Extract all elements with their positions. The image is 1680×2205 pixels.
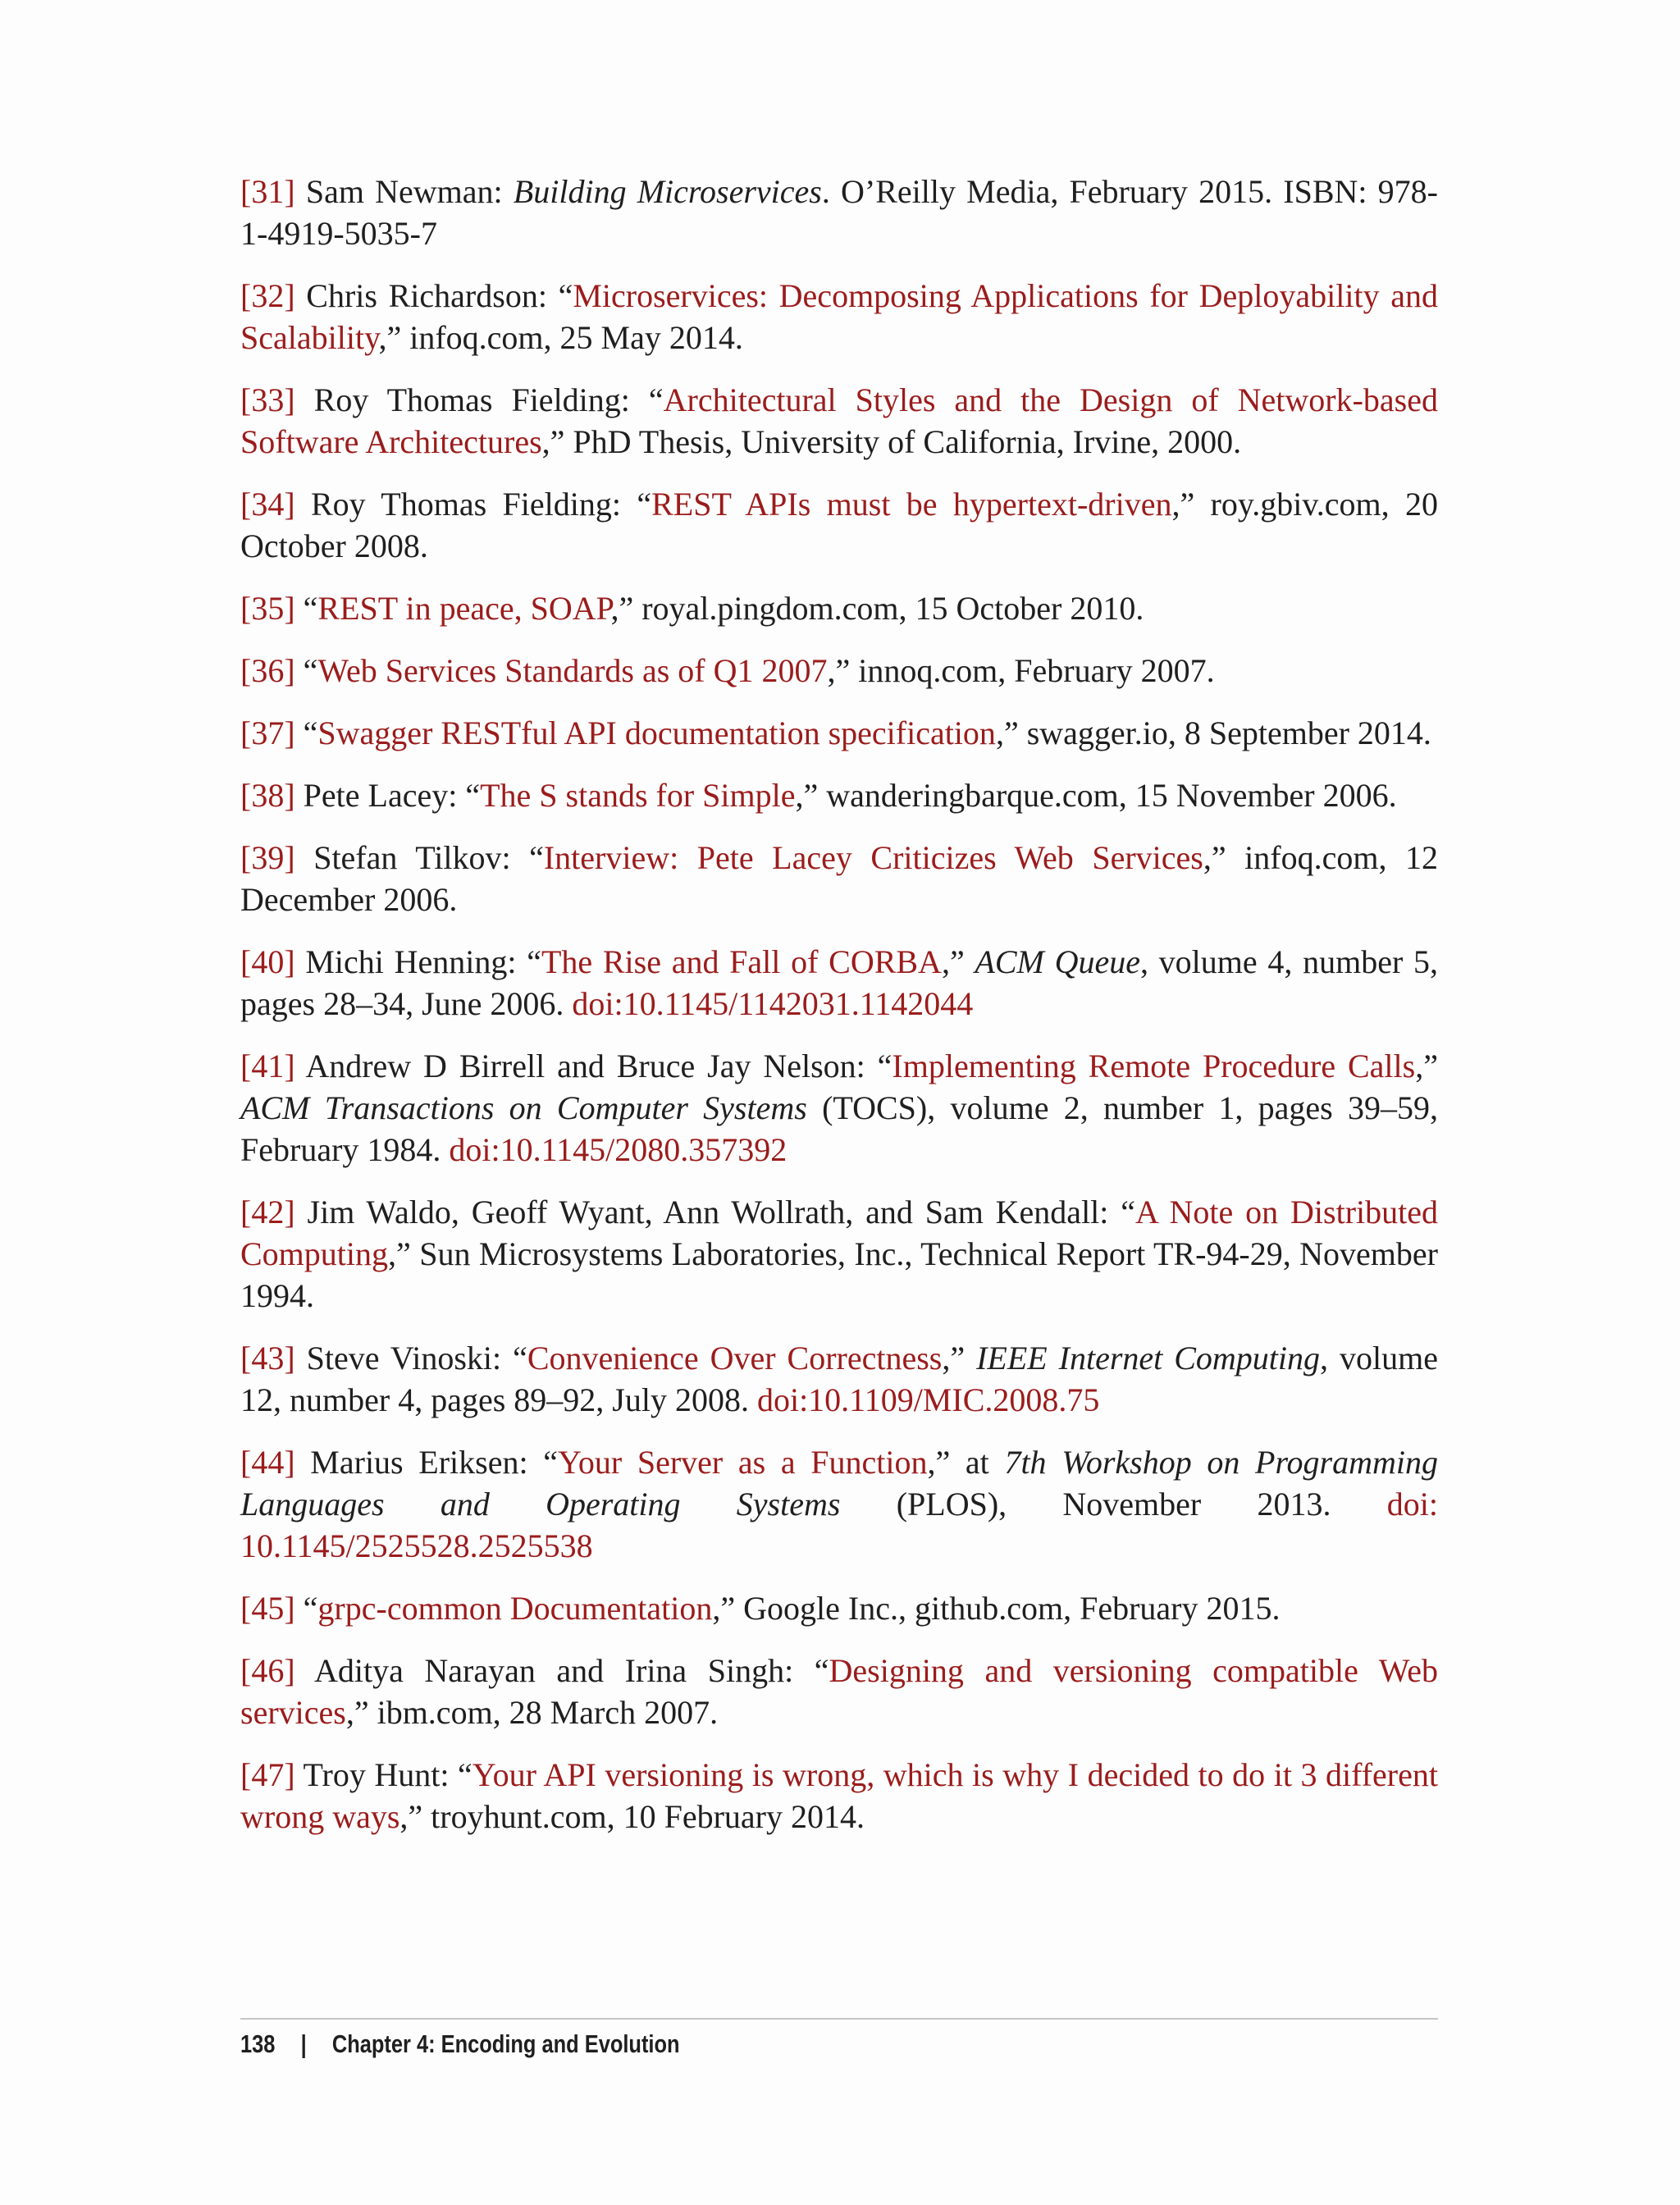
reference-link[interactable]: The Rise and Fall of CORBA bbox=[541, 943, 942, 980]
reference-text: Troy Hunt: “ bbox=[294, 1756, 472, 1793]
reference-number[interactable]: [38] bbox=[240, 777, 295, 814]
reference-number[interactable]: [44] bbox=[240, 1444, 295, 1481]
reference-item bbox=[240, 1191, 1438, 1317]
reference-number-value: 41 bbox=[251, 1048, 285, 1084]
reference-link[interactable]: Your Server as a Function bbox=[557, 1444, 928, 1481]
reference-link[interactable]: Your API versioning is wrong, which is why I decided to do it 3 different wrong ways bbox=[240, 1756, 1438, 1835]
reference-number[interactable]: [32] bbox=[240, 277, 295, 314]
reference-text: ,” wanderingbarque.com, 15 November 2006. bbox=[795, 777, 1397, 814]
reference-text: Steve Vinoski: “ bbox=[294, 1340, 527, 1376]
reference-number[interactable]: [36] bbox=[240, 652, 295, 689]
reference-text: ,” infoq.com, 12 December 2006. bbox=[240, 839, 1438, 918]
reference-text: “ bbox=[294, 590, 318, 627]
reference-item bbox=[240, 1337, 1438, 1421]
reference-link[interactable]: The S stands for Simple bbox=[480, 777, 796, 814]
reference-number-value: 45 bbox=[251, 1590, 285, 1627]
reference-item bbox=[240, 712, 1438, 754]
reference-number-value: 40 bbox=[251, 943, 285, 980]
reference-item bbox=[240, 650, 1438, 692]
reference-number[interactable]: [40] bbox=[240, 943, 295, 980]
reference-number-value: 35 bbox=[251, 590, 285, 627]
reference-text: Aditya Narayan and Irina Singh: “ bbox=[294, 1652, 829, 1689]
reference-number-value: 43 bbox=[251, 1340, 285, 1376]
reference-number-value: 31 bbox=[251, 173, 285, 210]
reference-number[interactable]: [41] bbox=[240, 1048, 295, 1084]
reference-number[interactable]: [33] bbox=[240, 381, 295, 418]
reference-link[interactable]: Convenience Over Correctness bbox=[527, 1340, 943, 1376]
reference-item bbox=[240, 483, 1438, 567]
reference-text: Pete Lacey: “ bbox=[294, 777, 481, 814]
chapter-title: Chapter 4: Encoding and Evolution bbox=[331, 2029, 680, 2058]
reference-link[interactable]: REST APIs must be hypertext-driven bbox=[651, 486, 1172, 523]
reference-item bbox=[240, 379, 1438, 463]
reference-text: ,” at bbox=[927, 1444, 1005, 1481]
page-number: 138 bbox=[240, 2029, 276, 2058]
reference-item bbox=[240, 1587, 1438, 1629]
reference-link[interactable]: Microservices: Decomposing Applications for Deployability and Scalability bbox=[240, 277, 1438, 356]
reference-item bbox=[240, 171, 1438, 254]
reference-link[interactable]: doi:10.1145/1142031.1142044 bbox=[572, 985, 974, 1022]
reference-link[interactable]: Interview: Pete Lacey Criticizes Web Services bbox=[543, 839, 1203, 876]
reference-text: Michi Henning: “ bbox=[294, 943, 541, 980]
reference-text: ,” Google Inc., github.com, February 2015. bbox=[712, 1590, 1281, 1627]
reference-source-title: 7th Workshop on Programming Languages and Operating Systems bbox=[240, 1444, 1439, 1522]
reference-number-value: 39 bbox=[251, 839, 285, 876]
reference-item bbox=[240, 275, 1438, 358]
reference-text: ,” troyhunt.com, 10 February 2014. bbox=[399, 1798, 865, 1835]
reference-text: ,” ibm.com, 28 March 2007. bbox=[345, 1694, 719, 1731]
reference-text: ,” royal.pingdom.com, 15 October 2010. bbox=[610, 590, 1144, 627]
reference-number-value: 44 bbox=[251, 1444, 285, 1481]
reference-list bbox=[240, 171, 1438, 1858]
reference-number-value: 37 bbox=[251, 714, 285, 751]
reference-number-value: 46 bbox=[251, 1652, 285, 1689]
reference-text: ,” roy.gbiv.com, 20 October 2008. bbox=[240, 486, 1439, 564]
reference-text: Andrew D Birrell and Bruce Jay Nelson: “ bbox=[294, 1048, 892, 1084]
reference-text: Stefan Tilkov: “ bbox=[294, 839, 544, 876]
reference-text: (PLOS), November 2013. bbox=[840, 1486, 1387, 1522]
footer-separator: | bbox=[300, 2029, 307, 2058]
reference-text: . O’Reilly Media, February 2015. ISBN: 978-1-4919-5035-7 bbox=[240, 173, 1438, 252]
reference-text: ,” bbox=[941, 943, 975, 980]
reference-link[interactable]: Implementing Remote Procedure Calls bbox=[892, 1048, 1416, 1084]
reference-number-value: 38 bbox=[251, 777, 285, 814]
reference-text: , volume 12, number 4, pages 89–92, July 2008. bbox=[240, 1340, 1438, 1418]
reference-link[interactable]: Web Services Standards as of Q1 2007 bbox=[317, 652, 828, 689]
reference-link[interactable]: doi:10.1109/MIC.2008.75 bbox=[756, 1381, 1100, 1418]
reference-number[interactable]: [35] bbox=[240, 590, 295, 627]
reference-link[interactable]: Swagger RESTful API documentation specification bbox=[317, 714, 996, 751]
reference-number-value: 32 bbox=[251, 277, 285, 314]
reference-item bbox=[240, 587, 1438, 629]
footer-rule bbox=[240, 2018, 1438, 2020]
reference-number[interactable]: [39] bbox=[240, 839, 295, 876]
reference-number[interactable]: [34] bbox=[240, 486, 295, 523]
reference-text: “ bbox=[294, 1590, 318, 1627]
reference-number-value: 36 bbox=[251, 652, 285, 689]
reference-text: Sam Newman: bbox=[294, 173, 514, 210]
reference-item bbox=[240, 1754, 1438, 1838]
reference-item bbox=[240, 837, 1438, 920]
reference-text: , volume 4, number 5, pages 28–34, June 2006. bbox=[240, 943, 1438, 1022]
reference-number[interactable]: [46] bbox=[240, 1652, 295, 1689]
reference-text: Chris Richardson: “ bbox=[294, 277, 573, 314]
page-footer bbox=[240, 2029, 680, 2059]
reference-text: ,” PhD Thesis, University of California, Irvine, 2000. bbox=[541, 423, 1242, 460]
reference-text: ,” bbox=[942, 1340, 977, 1376]
reference-text: ,” infoq.com, 25 May 2014. bbox=[378, 319, 743, 356]
reference-link[interactable]: grpc-common Documentation bbox=[317, 1590, 713, 1627]
reference-number[interactable]: [42] bbox=[240, 1194, 295, 1230]
reference-item bbox=[240, 1441, 1438, 1567]
reference-item bbox=[240, 1045, 1438, 1171]
reference-text: ,” bbox=[1415, 1048, 1438, 1084]
reference-number[interactable]: [37] bbox=[240, 714, 295, 751]
reference-text: ,” Sun Microsystems Laboratories, Inc., Technical Report TR-94-29, November 1994. bbox=[240, 1235, 1438, 1314]
reference-link[interactable]: Designing and versioning compatible Web services bbox=[240, 1652, 1438, 1731]
reference-link[interactable]: doi: 10.1145/2525528.2525538 bbox=[240, 1486, 1439, 1564]
reference-number-value: 33 bbox=[251, 381, 285, 418]
reference-link[interactable]: REST in peace, SOAP bbox=[317, 590, 611, 627]
reference-link[interactable]: Architectural Styles and the Design of Network-based Software Architectures bbox=[240, 381, 1439, 460]
reference-number[interactable]: [31] bbox=[240, 173, 295, 210]
reference-text: ,” innoq.com, February 2007. bbox=[827, 652, 1215, 689]
reference-link[interactable]: A Note on Distributed Computing bbox=[240, 1194, 1438, 1272]
reference-text: Marius Eriksen: “ bbox=[294, 1444, 558, 1481]
reference-link[interactable]: doi:10.1145/2080.357392 bbox=[449, 1131, 788, 1168]
reference-number-value: 47 bbox=[251, 1756, 285, 1793]
reference-number[interactable]: [43] bbox=[240, 1340, 295, 1376]
reference-source-title: IEEE Internet Computing bbox=[976, 1340, 1321, 1376]
reference-text: “ bbox=[294, 714, 318, 751]
reference-source-title: ACM Queue bbox=[975, 943, 1140, 980]
reference-text: Jim Waldo, Geoff Wyant, Ann Wollrath, and Sam Kendall: “ bbox=[294, 1194, 1136, 1230]
reference-item bbox=[240, 774, 1438, 816]
reference-text: “ bbox=[294, 652, 318, 689]
reference-source-title: ACM Transactions on Computer Systems bbox=[240, 1089, 807, 1126]
reference-text: Roy Thomas Fielding: “ bbox=[294, 381, 664, 418]
reference-number[interactable]: [47] bbox=[240, 1756, 295, 1793]
reference-item bbox=[240, 941, 1438, 1025]
reference-number[interactable]: [45] bbox=[240, 1590, 295, 1627]
reference-number-value: 42 bbox=[251, 1194, 285, 1230]
reference-text: (TOCS), volume 2, number 1, pages 39–59, February 1984. bbox=[240, 1089, 1438, 1168]
reference-source-title: Building Microservices bbox=[513, 173, 822, 210]
reference-item bbox=[240, 1650, 1438, 1733]
reference-text: ,” swagger.io, 8 September 2014. bbox=[995, 714, 1431, 751]
reference-number-value: 34 bbox=[251, 486, 285, 523]
reference-text: Roy Thomas Fielding: “ bbox=[294, 486, 652, 523]
